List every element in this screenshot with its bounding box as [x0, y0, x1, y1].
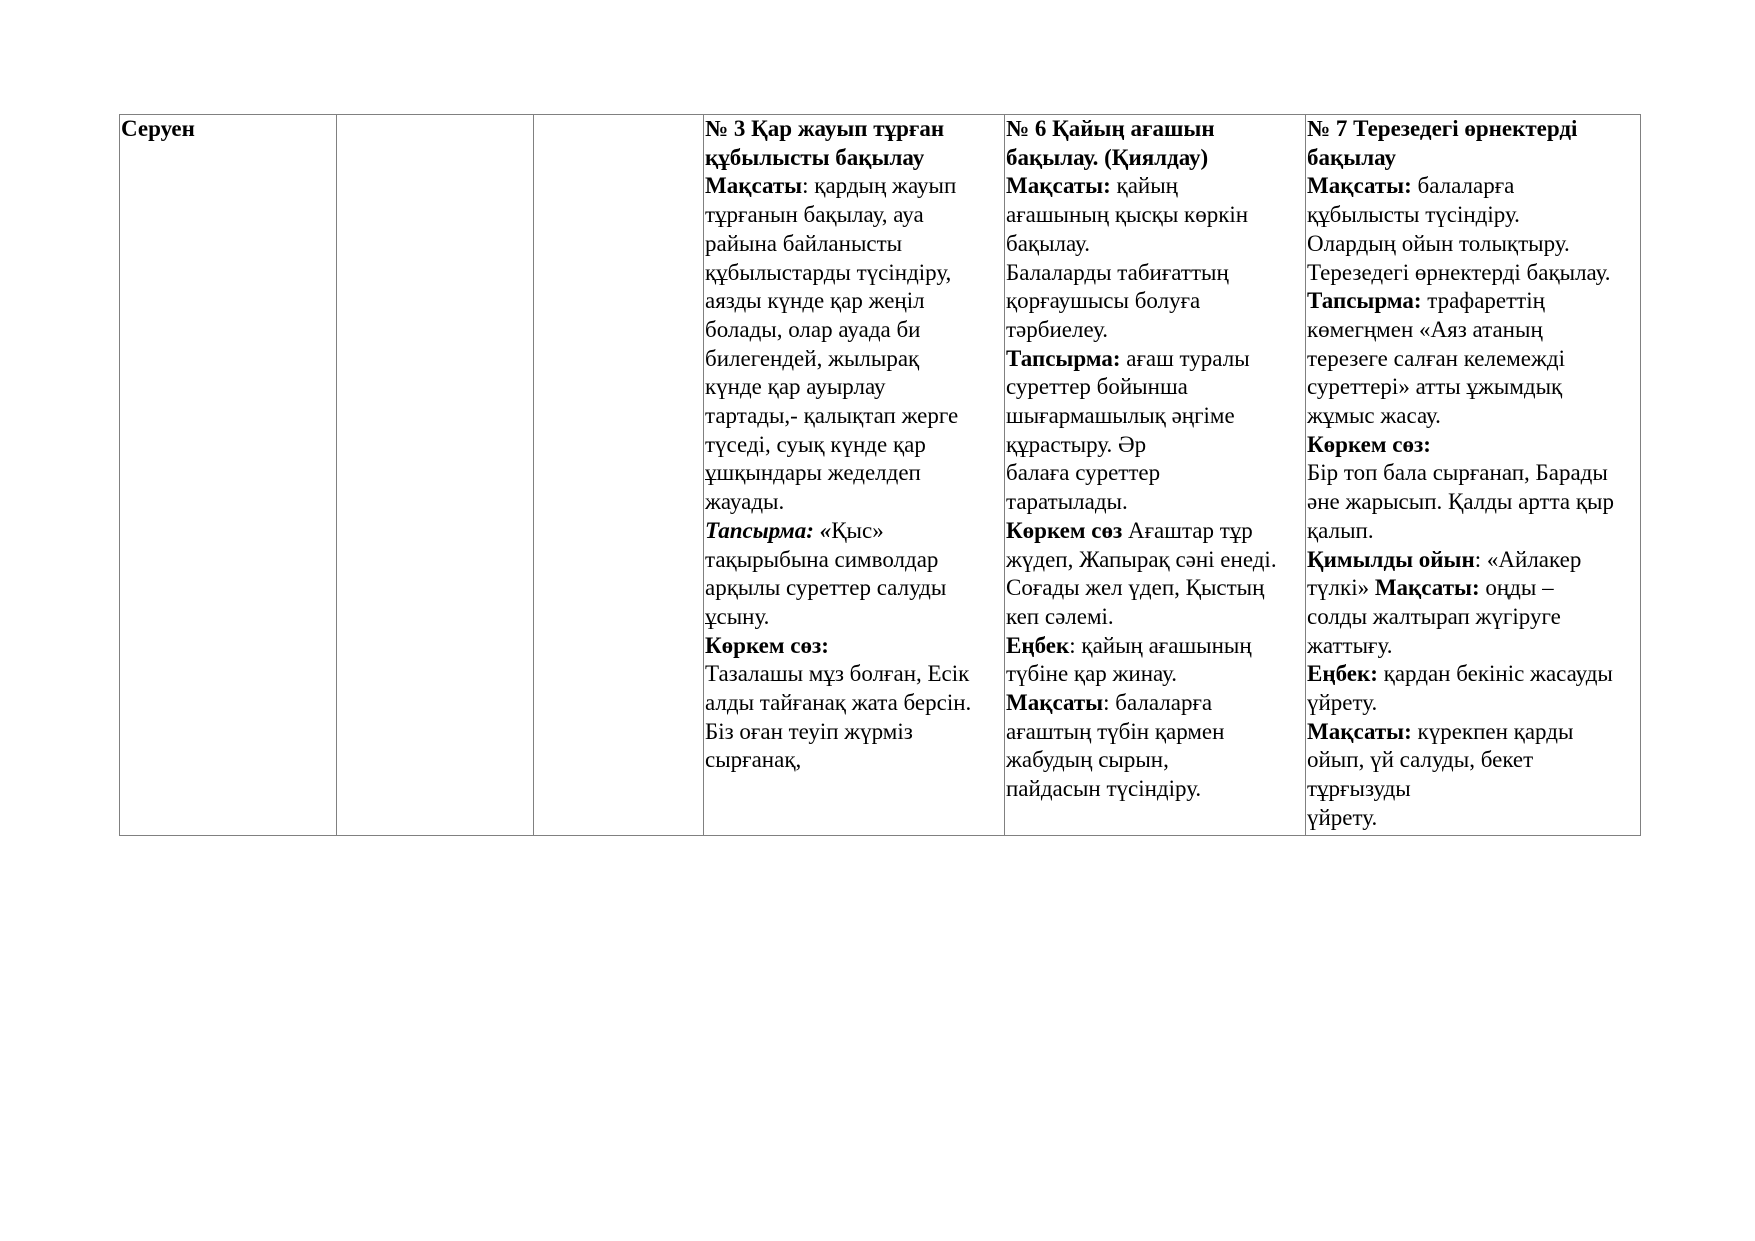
obs3-word-line: Біз оған теуіп жүрміз — [705, 718, 913, 744]
obs6-labor-label: Еңбек — [1006, 632, 1070, 658]
obs6-task-line: құрастыру. Әр — [1006, 431, 1147, 457]
obs7-goal2-label: Мақсаты: — [1307, 718, 1412, 744]
plan-table — [119, 114, 1641, 836]
obs6-goal-line-1 — [1006, 172, 1305, 201]
obs7-game-text: : «Айлакер — [1474, 546, 1582, 572]
empty-cell-2 — [337, 115, 534, 836]
walk-row — [120, 115, 1641, 836]
obs7-task-line: жұмыс жасау. — [1307, 403, 1441, 429]
obs6-goal-line: тәрбиелеу. — [1006, 316, 1109, 342]
obs6-goal2-line-1 — [1006, 689, 1305, 718]
obs6-title-line-1: № 6 Қайың ағашын — [1006, 116, 1215, 141]
obs7-goal-line-1 — [1307, 172, 1640, 201]
obs3-task-line: арқылы суреттер салуды — [705, 575, 947, 601]
obs3-task-line: ұсыну. — [705, 603, 770, 629]
obs6-goal2-line: пайдасын түсіндіру. — [1006, 776, 1202, 802]
obs6-goal-line: бақылау. — [1006, 230, 1091, 256]
obs3-goal-line: райына байланысты — [705, 230, 903, 256]
obs3-goal-line: тұрғанын бақылау, ауа — [705, 202, 924, 228]
obs7-labor-label: Еңбек: — [1307, 661, 1378, 687]
obs7-word-label: Көркем сөз: — [1307, 431, 1431, 457]
obs6-goal-line: ағашының қысқы көркін — [1006, 202, 1249, 228]
obs3-goal-line: тартады,- қалықтап жерге — [705, 403, 959, 429]
obs3-task-label: Тапсырма: « — [705, 517, 832, 543]
observation-7-cell — [1306, 115, 1641, 836]
obs3-title-line-1: № 3 Қар жауып тұрған — [705, 116, 945, 141]
obs7-word-line: қалып. — [1307, 517, 1374, 543]
obs6-word-line: Соғады жел үдеп, Қыстың — [1006, 575, 1265, 601]
obs3-goal-line: болады, олар ауада би — [705, 316, 921, 342]
obs7-game-line: солды жалтырап жүгіруге — [1307, 603, 1561, 629]
obs6-goal-line: Балаларды табиғаттың — [1006, 259, 1229, 285]
obs6-task-line-1 — [1006, 345, 1305, 374]
obs3-goal-line-1 — [705, 172, 1004, 201]
obs3-goal-line: түседі, суық күнде қар — [705, 431, 926, 457]
obs7-game-label: Қимылды ойын — [1307, 546, 1475, 572]
obs7-game-line: жаттығу. — [1307, 632, 1393, 658]
obs7-labor-text: қардан бекініс жасауды — [1377, 661, 1613, 687]
obs6-goal-label: Мақсаты: — [1006, 173, 1111, 199]
obs6-task-line: суреттер бойынша — [1006, 374, 1188, 400]
obs7-task-label: Тапсырма: — [1307, 288, 1422, 314]
obs7-word-line: Бір топ бала сырғанап, Барады — [1307, 460, 1608, 486]
obs6-task-text: ағаш туралы — [1120, 345, 1250, 371]
obs7-task-text: трафареттің — [1421, 288, 1545, 314]
obs7-goal2-line: үйрету. — [1307, 804, 1378, 830]
obs3-goal-label: Мақсаты — [705, 173, 803, 199]
obs7-task-line: көмегңмен «Аяз атаның — [1307, 316, 1543, 342]
obs7-labor-line-1 — [1307, 660, 1640, 689]
obs3-word-line: алды тайғанақ жата берсін. — [705, 690, 972, 716]
obs6-task-line: шығармашылық әңгіме — [1006, 403, 1235, 429]
row-label-cell — [120, 115, 337, 836]
obs7-goal2-line: тұрғызуды — [1307, 776, 1411, 802]
obs7-goal2-line: ойып, үй салуды, бекет — [1307, 747, 1534, 773]
obs6-goal-line: қорғаушысы болуға — [1006, 288, 1201, 314]
empty-cell-3 — [534, 115, 704, 836]
obs7-game-line-1 — [1307, 546, 1640, 575]
obs7-game-name: түлкі» — [1307, 575, 1370, 601]
obs6-labor-line: түбіне қар жинау. — [1006, 661, 1178, 687]
obs7-game-goal-label: Мақсаты: — [1369, 575, 1480, 601]
obs3-title-line-2: құбылысты бақылау — [705, 144, 925, 170]
obs7-goal-line: Терезедегі өрнектерді бақылау. — [1307, 259, 1611, 285]
obs6-labor-line-1 — [1006, 632, 1305, 661]
obs3-goal-line: аязды күнде қар жеңіл — [705, 288, 925, 314]
obs6-word-line-1 — [1006, 517, 1305, 546]
obs7-title-line-2: бақылау — [1307, 144, 1396, 170]
obs3-word-label: Көркем сөз: — [705, 632, 829, 658]
obs6-word-line: кеп сәлемі. — [1006, 603, 1114, 629]
obs7-goal-text: балаларға — [1411, 173, 1515, 199]
obs7-goal2-text: күрекпен қарды — [1411, 718, 1574, 744]
obs3-goal-line: ұшқындары жеделдеп — [705, 460, 921, 486]
obs7-task-line-1 — [1307, 287, 1640, 316]
obs7-task-line: суреттері» атты ұжымдық — [1307, 374, 1563, 400]
obs7-goal-label: Мақсаты: — [1307, 173, 1412, 199]
obs6-goal2-text: : балаларға — [1103, 690, 1213, 716]
observation-6-cell — [1005, 115, 1306, 836]
obs6-word-line: жүдеп, Жапырақ сәні енеді. — [1006, 546, 1277, 572]
obs3-goal-line: билегендей, жылырақ — [705, 345, 920, 371]
obs6-task-line: балаға суреттер — [1006, 460, 1161, 486]
obs7-goal2-line-1 — [1307, 718, 1640, 747]
obs3-goal-text: : қардың жауып — [802, 173, 957, 199]
obs6-labor-text: : қайың ағашының — [1069, 632, 1252, 658]
obs6-word-label: Көркем сөз — [1006, 517, 1123, 543]
obs3-word-line: сырғанақ, — [705, 747, 802, 773]
obs6-task-label: Тапсырма: — [1006, 345, 1121, 371]
obs3-task-line: тақырыбына символдар — [705, 546, 939, 572]
row-label: Серуен — [121, 116, 195, 141]
obs3-task-line-1 — [705, 517, 1004, 546]
obs7-word-line: әне жарысып. Қалды артта қыр — [1307, 489, 1615, 515]
obs7-task-line: терезеге салған келемежді — [1307, 345, 1565, 371]
obs6-goal2-line: ағаштың түбін қармен — [1006, 718, 1225, 744]
obs7-game-goal-text: оңды – — [1479, 575, 1554, 601]
obs7-goal-line: құбылысты түсіндіру. — [1307, 202, 1520, 228]
obs6-goal-text: қайың — [1110, 173, 1178, 199]
obs3-goal-line: жауады. — [705, 489, 785, 515]
obs6-goal2-label: Мақсаты — [1006, 690, 1104, 716]
obs7-title-line-1: № 7 Терезедегі өрнектерді — [1307, 116, 1578, 141]
obs7-goal-line: Олардың ойын толықтыру. — [1307, 230, 1570, 256]
obs6-task-line: таратылады. — [1006, 489, 1128, 515]
obs3-task-text: Қыс» — [831, 517, 884, 543]
obs6-title-line-2: бақылау. (Қиялдау) — [1006, 144, 1209, 170]
obs7-game-line-2 — [1307, 574, 1640, 603]
obs3-word-line: Тазалашы мұз болған, Есік — [705, 661, 970, 687]
observation-3-cell — [704, 115, 1005, 836]
obs7-labor-line: үйрету. — [1307, 690, 1378, 716]
obs3-goal-line: күнде қар ауырлау — [705, 374, 886, 400]
obs6-goal2-line: жабудың сырын, — [1006, 747, 1169, 773]
obs3-goal-line: құбылыстарды түсіндіру, — [705, 259, 952, 285]
obs6-word-text: Ағаштар тұр — [1122, 517, 1253, 543]
